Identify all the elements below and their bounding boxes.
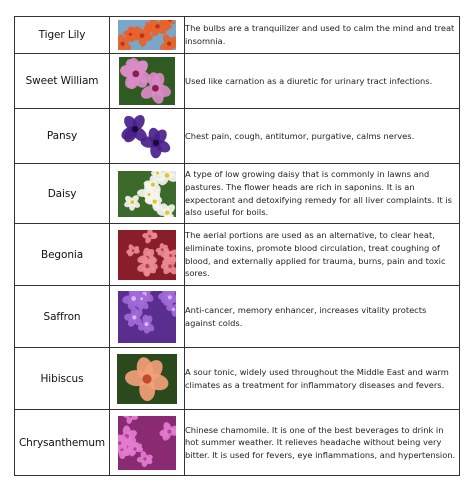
flower-image-cell	[110, 54, 185, 109]
saffron-photo	[118, 291, 176, 343]
table-row	[15, 54, 460, 109]
begonia-photo	[118, 230, 176, 280]
sweet-william-photo	[119, 57, 175, 105]
pansy-photo	[117, 113, 177, 159]
flower-image-cell	[110, 164, 185, 224]
tiger-lily-photo	[118, 20, 176, 50]
flower-image-cell	[110, 410, 185, 476]
table-row	[15, 410, 460, 476]
flower-description: The aerial portions are used as an alternative, to clear heat, eliminate toxins, promote blood circulation, treat coughing of blood, and externally applied for trauma, burns, pain and toxic sores.	[185, 224, 460, 286]
hibiscus-photo	[117, 354, 177, 404]
flower-description: Anti-cancer, memory enhancer, increases vitality protects against colds.	[185, 286, 460, 348]
flower-name: Begonia	[15, 224, 110, 286]
table-row	[15, 17, 460, 54]
table-row	[15, 286, 460, 348]
flower-image-cell	[110, 109, 185, 164]
flower-name: Hibiscus	[15, 348, 110, 410]
table-row	[15, 164, 460, 224]
flower-name: Chrysanthemum	[15, 410, 110, 476]
chrysanthemum-photo	[118, 416, 176, 470]
flower-description: Used like carnation as a diuretic for urinary tract infections.	[185, 54, 460, 109]
flower-name: Tiger Lily	[15, 17, 110, 54]
flower-table-body	[15, 17, 460, 476]
table-row	[15, 348, 460, 410]
table-row	[15, 109, 460, 164]
flower-image-cell	[110, 224, 185, 286]
flower-description: Chinese chamomile. It is one of the best beverages to drink in hot summer weather. It relieves headache without being very bitter. It is used for fevers, eye inflammations, and hypertension.	[185, 410, 460, 476]
flower-table	[14, 16, 460, 476]
flower-name: Sweet William	[15, 54, 110, 109]
flower-image-cell	[110, 348, 185, 410]
flower-description: A type of low growing daisy that is commonly in lawns and pastures. The flower heads are rich in saponins. It is an expectorant and detoxifying remedy for all liver complaints. It is also useful for boils.	[185, 164, 460, 224]
table-row	[15, 224, 460, 286]
flower-description: A sour tonic, widely used throughout the Middle East and warm climates as a treatment for inflammatory diseases and fevers.	[185, 348, 460, 410]
flower-description: The bulbs are a tranquilizer and used to calm the mind and treat insomnia.	[185, 17, 460, 54]
flower-name: Saffron	[15, 286, 110, 348]
flower-image-cell	[110, 17, 185, 54]
flower-name: Pansy	[15, 109, 110, 164]
flower-description: Chest pain, cough, antitumor, purgative, calms nerves.	[185, 109, 460, 164]
daisy-photo	[118, 171, 176, 217]
flower-image-cell	[110, 286, 185, 348]
flower-name: Daisy	[15, 164, 110, 224]
